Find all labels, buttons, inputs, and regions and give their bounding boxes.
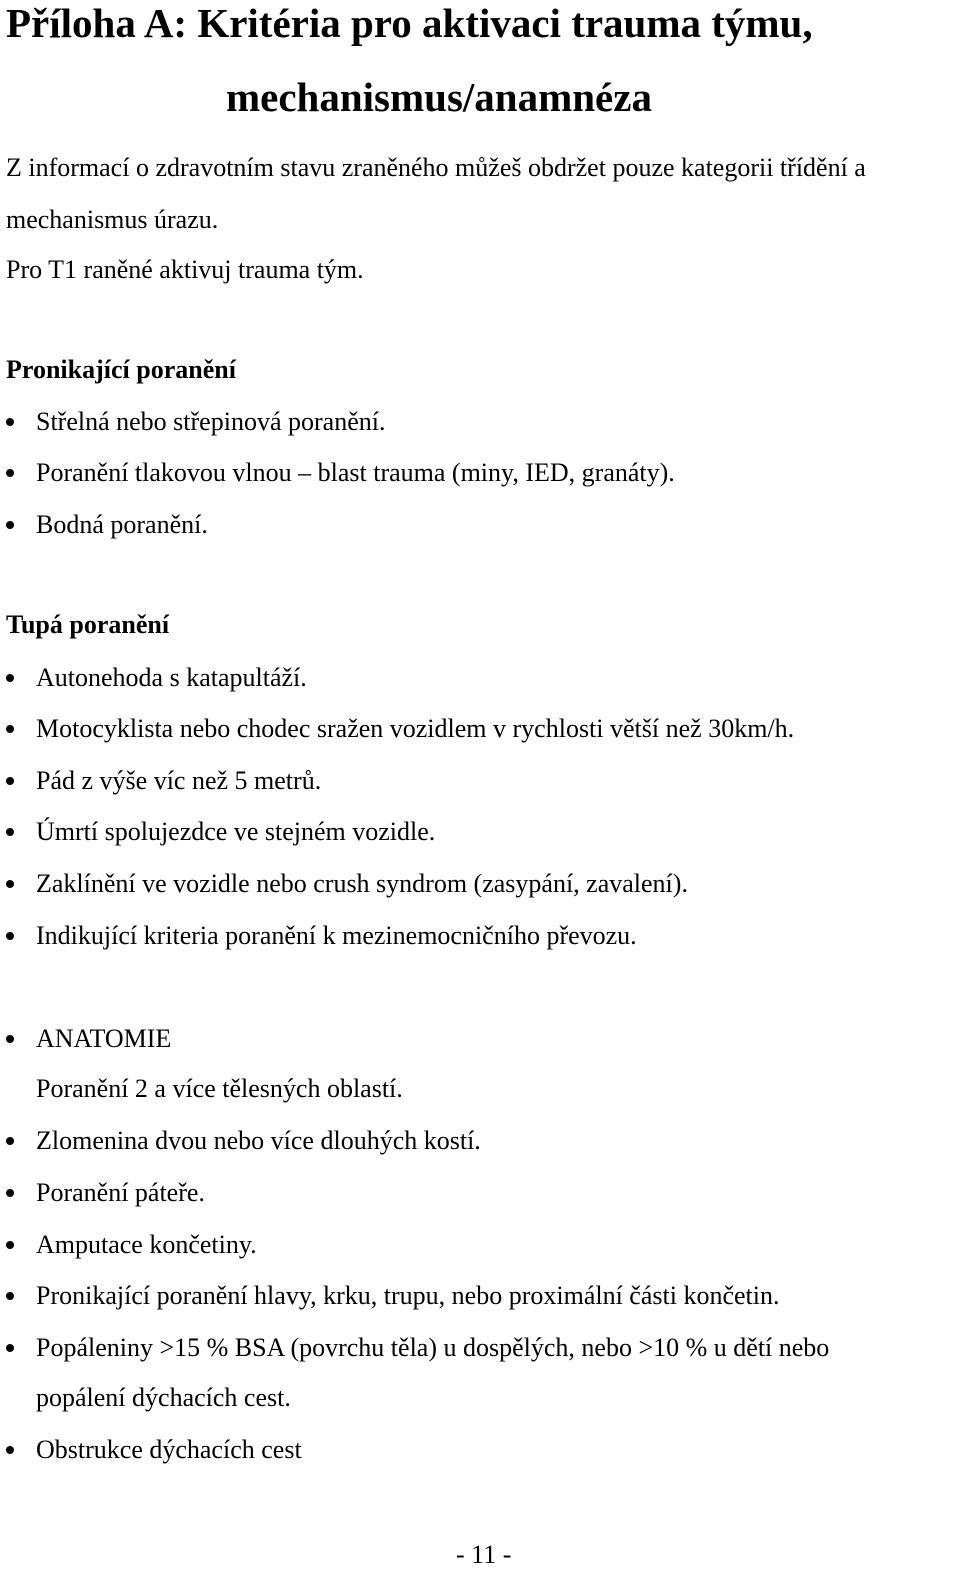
list-item: Bodná poranění. xyxy=(36,510,208,539)
bullet-icon xyxy=(6,674,14,682)
list-item: Zaklínění ve vozidle nebo crush syndrom (zasypání, zavalení). xyxy=(36,869,688,898)
list-item-burns-line-1: Popáleniny >15 % BSA (povrchu těla) u dospělých, nebo >10 % u dětí nebo xyxy=(36,1333,830,1362)
list-item: Autonehoda s katapultáží. xyxy=(36,663,307,692)
list-item: Střelná nebo střepinová poranění. xyxy=(36,407,386,436)
intro-line-2: mechanismus úrazu. xyxy=(6,205,219,234)
list-item: Motocyklista nebo chodec sražen vozidlem v rychlosti větší než 30km/h. xyxy=(36,714,795,743)
anatomy-note: Poranění 2 a více tělesných oblastí. xyxy=(36,1074,403,1103)
page-number: - 11 - xyxy=(456,1540,512,1569)
bullet-icon xyxy=(6,725,14,733)
list-item: Zlomenina dvou nebo více dlouhých kostí. xyxy=(36,1126,481,1155)
list-item: Pád z výše víc než 5 metrů. xyxy=(36,766,322,795)
list-item: Indikující kriteria poranění k mezinemocničního převozu. xyxy=(36,921,637,950)
bullet-icon xyxy=(6,1292,14,1300)
list-item: Poranění tlakovou vlnou – blast trauma (miny, IED, granáty). xyxy=(36,458,675,487)
bullet-icon xyxy=(6,469,14,477)
list-item: Amputace končetiny. xyxy=(36,1230,257,1259)
bullet-icon xyxy=(6,1137,14,1145)
list-item: Pronikající poranění hlavy, krku, trupu, nebo proximální části končetin. xyxy=(36,1281,780,1310)
bullet-icon xyxy=(6,521,14,529)
bullet-icon xyxy=(6,1446,14,1454)
bullet-icon xyxy=(6,828,14,836)
bullet-icon xyxy=(6,932,14,940)
bullet-icon xyxy=(6,1344,14,1352)
list-item-burns-line-2: popálení dýchacích cest. xyxy=(36,1383,291,1412)
bullet-icon xyxy=(6,1189,14,1197)
section-heading-anatomy: ANATOMIE xyxy=(36,1024,172,1053)
list-item: Poranění páteře. xyxy=(36,1178,205,1207)
page-title-line-1: Příloha A: Kritéria pro aktivaci trauma týmu, xyxy=(6,0,813,46)
intro-line-1: Z informací o zdravotním stavu zraněného můžeš obdržet pouze kategorii třídění a xyxy=(6,153,866,182)
bullet-icon xyxy=(6,1035,14,1043)
bullet-icon xyxy=(6,880,14,888)
intro-line-3: Pro T1 raněné aktivuj trauma tým. xyxy=(6,255,364,284)
list-item: Úmrtí spolujezdce ve stejném vozidle. xyxy=(36,817,436,846)
section-heading-blunt: Tupá poranění xyxy=(6,610,170,639)
list-item: Obstrukce dýchacích cest xyxy=(36,1435,302,1464)
page-title-line-2: mechanismus/anamnéza xyxy=(226,74,652,120)
bullet-icon xyxy=(6,418,14,426)
bullet-icon xyxy=(6,1241,14,1249)
section-heading-penetrating: Pronikající poranění xyxy=(6,355,236,384)
bullet-icon xyxy=(6,777,14,785)
